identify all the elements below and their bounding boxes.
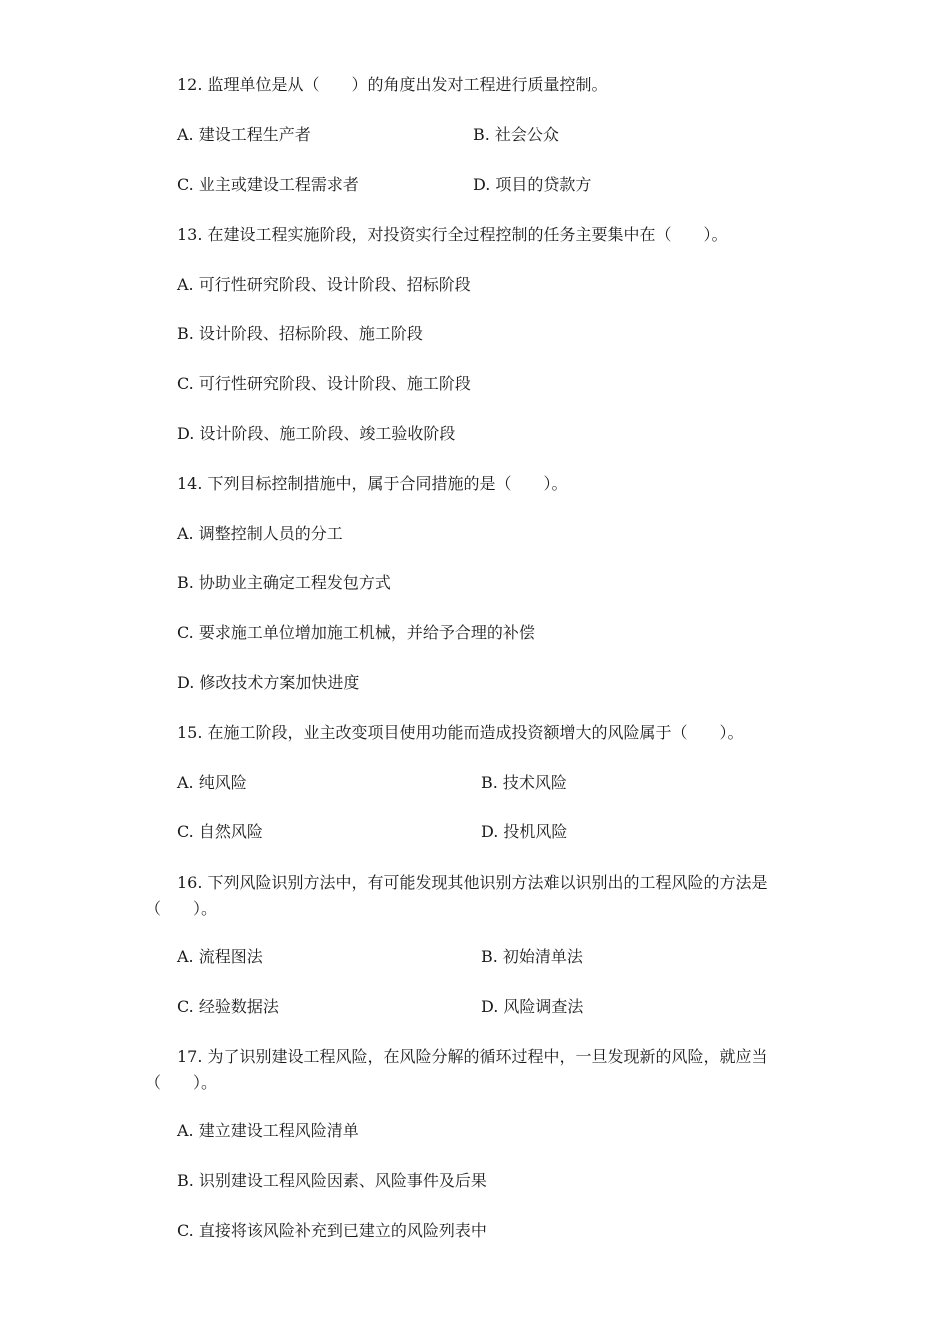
question-17-option-c: C. 直接将该风险补充到已建立的风险列表中 (177, 1221, 487, 1240)
question-14-stem: 14. 下列目标控制措施中，属于合同措施的是（ ）。 (177, 474, 568, 493)
question-16-stem: 16. 下列风险识别方法中，有可能发现其他识别方法难以识别出的工程风险的方法是（ ）。 (145, 873, 768, 918)
question-17-stem: 17. 为了识别建设工程风险，在风险分解的循环过程中，一旦发现新的风险，就应当（ ）。 (145, 1047, 768, 1092)
question-16-option-a: A. 流程图法 (177, 947, 263, 966)
question-13-option-c: C. 可行性研究阶段、设计阶段、施工阶段 (177, 374, 471, 393)
question-13-option-b: B. 设计阶段、招标阶段、施工阶段 (177, 324, 423, 343)
question-17-option-b: B. 识别建设工程风险因素、风险事件及后果 (177, 1171, 487, 1190)
question-16-option-d: D. 风险调查法 (481, 997, 584, 1016)
question-15-option-c: C. 自然风险 (177, 822, 263, 841)
question-13-stem: 13. 在建设工程实施阶段，对投资实行全过程控制的任务主要集中在（ ）。 (177, 225, 728, 244)
question-17-option-a: A. 建立建设工程风险清单 (177, 1121, 359, 1140)
question-16-option-b: B. 初始清单法 (481, 947, 583, 966)
question-15-option-a: A. 纯风险 (177, 773, 247, 792)
question-15-option-d: D. 投机风险 (481, 822, 568, 841)
question-15-option-b: B. 技术风险 (481, 773, 567, 792)
question-14-option-a: A. 调整控制人员的分工 (177, 524, 343, 543)
question-12-option-a: A. 建设工程生产者 (177, 125, 311, 144)
question-12-option-d: D. 项目的贷款方 (473, 175, 592, 194)
question-13-option-a: A. 可行性研究阶段、设计阶段、招标阶段 (177, 275, 471, 294)
question-16-option-c: C. 经验数据法 (177, 997, 279, 1016)
question-12-option-c: C. 业主或建设工程需求者 (177, 175, 359, 194)
question-14-option-d: D. 修改技术方案加快进度 (177, 673, 360, 692)
question-13-option-d: D. 设计阶段、施工阶段、竣工验收阶段 (177, 424, 456, 443)
question-12-option-b: B. 社会公众 (473, 125, 559, 144)
question-14-option-b: B. 协助业主确定工程发包方式 (177, 573, 391, 592)
question-14-option-c: C. 要求施工单位增加施工机械，并给予合理的补偿 (177, 623, 535, 642)
question-15-stem: 15. 在施工阶段，业主改变项目使用功能而造成投资额增大的风险属于（ ）。 (177, 723, 744, 742)
question-12-stem: 12. 监理单位是从（ ）的角度出发对工程进行质量控制。 (177, 75, 608, 94)
